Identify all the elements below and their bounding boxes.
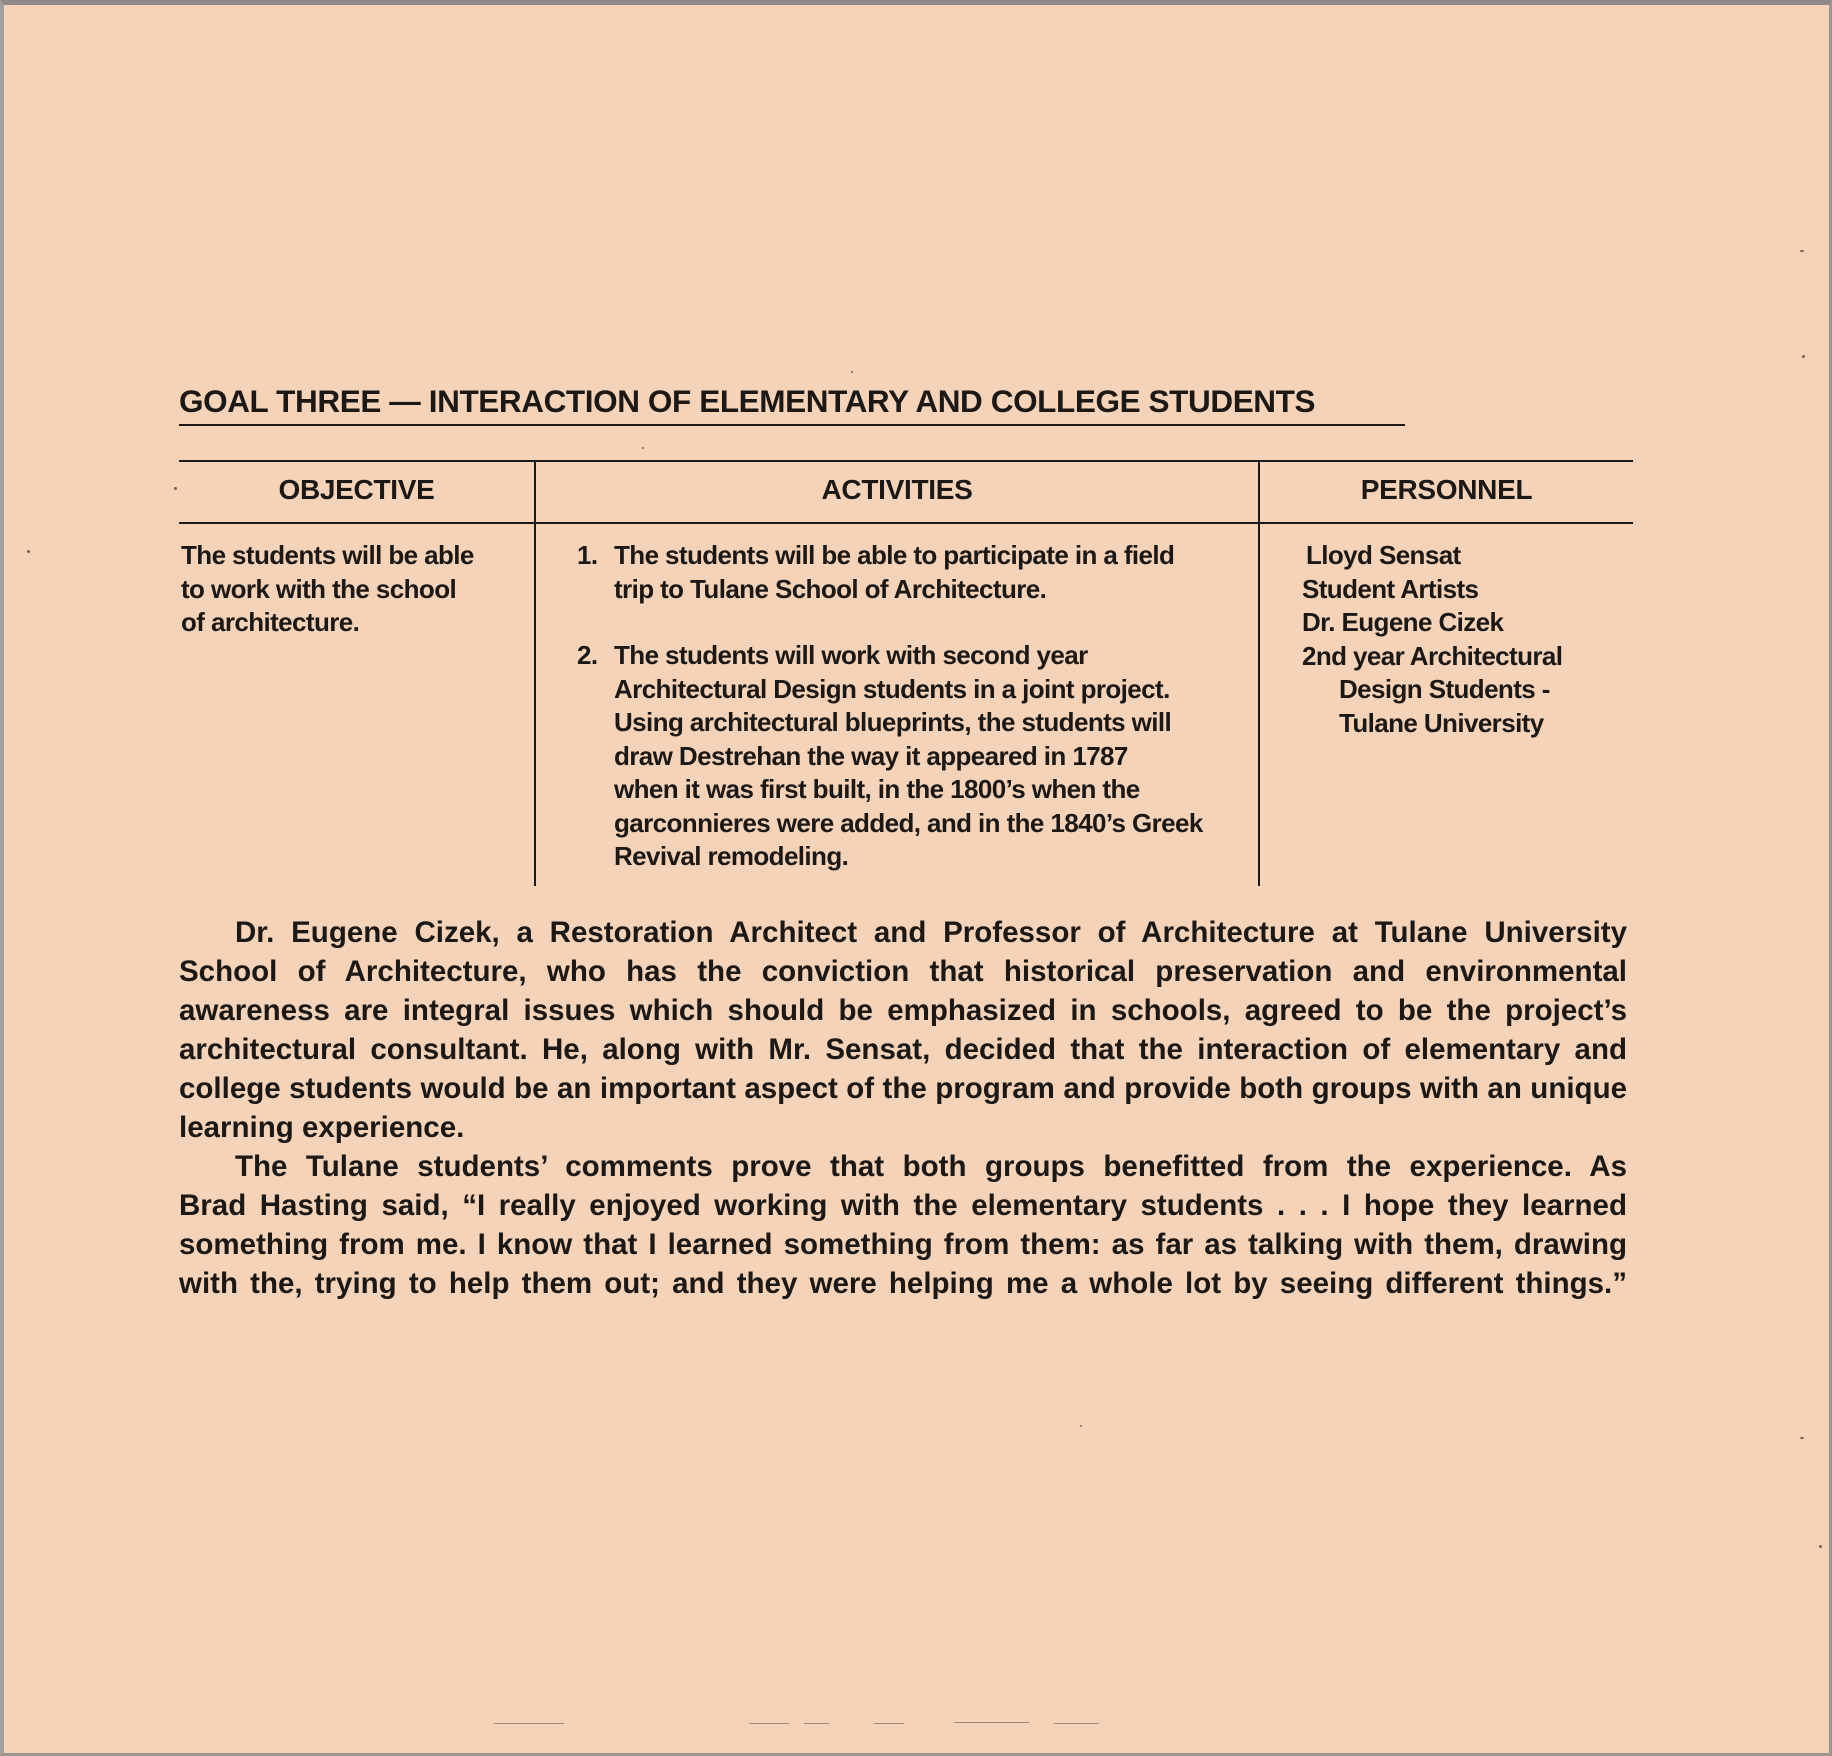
paragraph-line: with the, trying to help them out; and they were helping me a whole lot by seeing different things.” bbox=[179, 1267, 1627, 1300]
activity-line: when it was first built, in the 1800’s when the bbox=[614, 774, 1140, 804]
scan-speck bbox=[1819, 1545, 1822, 1548]
scan-dash bbox=[804, 1723, 829, 1724]
paragraph-line: architectural consultant. He, along with Mr. Sensat, decided that the interaction of elementary and bbox=[179, 1033, 1627, 1066]
activity-line: The students will work with second year bbox=[614, 640, 1088, 670]
goal-title: GOAL THREE — INTERACTION OF ELEMENTARY AND COLLEGE STUDENTS bbox=[179, 383, 1405, 426]
paragraph-line: Dr. Eugene Cizek, a Restoration Architect and Professor of Architecture at Tulane University bbox=[235, 916, 1627, 949]
personnel-line: Lloyd Sensat bbox=[1306, 540, 1461, 570]
objective-line: to work with the school bbox=[181, 573, 457, 604]
paragraph-line: awareness are integral issues which should be emphasized in schools, agreed to be the project’s bbox=[179, 994, 1627, 1027]
objective-line: of architecture. bbox=[181, 607, 360, 637]
column-divider bbox=[534, 462, 536, 886]
objective-cell bbox=[181, 539, 474, 640]
scan-dash bbox=[954, 1722, 1029, 1723]
scan-speck bbox=[27, 550, 30, 553]
paragraph-line: Brad Hasting said, “I really enjoyed working with the elementary students . . . I hope they learned bbox=[179, 1189, 1627, 1222]
personnel-cell bbox=[1302, 539, 1562, 740]
scan-speck bbox=[851, 371, 853, 373]
header-activities: ACTIVITIES bbox=[821, 474, 973, 505]
scan-dash bbox=[1054, 1723, 1099, 1724]
personnel-line: Tulane University bbox=[1339, 707, 1544, 738]
goal-table bbox=[179, 460, 1633, 886]
header-personnel: PERSONNEL bbox=[1360, 474, 1533, 505]
scan-speck bbox=[1080, 1425, 1082, 1427]
activity-number: 2. bbox=[577, 640, 598, 670]
scan-speck bbox=[1802, 355, 1805, 358]
paragraph-line: college students would be an important aspect of the program and provide both groups with an unique bbox=[179, 1072, 1627, 1105]
paragraph-line: learning experience. bbox=[179, 1111, 465, 1144]
scan-dash bbox=[749, 1723, 789, 1724]
scan-speck bbox=[1800, 250, 1804, 252]
activity-line: The students will be able to participate in a field bbox=[614, 540, 1175, 570]
scan-dash bbox=[874, 1723, 904, 1724]
header-objective: OBJECTIVE bbox=[278, 474, 435, 505]
activity-number: 1. bbox=[577, 540, 598, 570]
body-text bbox=[179, 913, 1627, 1303]
scan-speck bbox=[642, 447, 644, 449]
header-rule bbox=[179, 522, 1633, 524]
paragraph-1 bbox=[179, 913, 1627, 1147]
paragraph-line: something from me. I know that I learned something from them: as far as talking with them, drawing bbox=[179, 1228, 1627, 1261]
activity-line: Architectural Design students in a joint project. bbox=[614, 673, 1170, 704]
activity-line: garconnieres were added, and in the 1840’s Greek bbox=[614, 807, 1203, 838]
paragraph-line: The Tulane students’ comments prove that both groups benefitted from the experience. As bbox=[235, 1150, 1627, 1183]
scan-speck bbox=[174, 487, 177, 490]
activity-line: Revival remodeling. bbox=[614, 841, 849, 871]
personnel-line: Student Artists bbox=[1302, 573, 1479, 604]
personnel-line: 2nd year Architectural bbox=[1302, 640, 1563, 671]
paragraph-2 bbox=[179, 1147, 1627, 1303]
scan-speck bbox=[1800, 1437, 1804, 1439]
objective-line: The students will be able bbox=[181, 540, 474, 570]
personnel-line: Dr. Eugene Cizek bbox=[1302, 607, 1504, 637]
activity-line: draw Destrehan the way it appeared in 1787 bbox=[614, 740, 1128, 771]
paragraph-line: School of Architecture, who has the conviction that historical preservation and environmental bbox=[179, 955, 1627, 988]
activity-line: Using architectural blueprints, the students will bbox=[614, 707, 1172, 737]
personnel-line: Design Students - bbox=[1339, 674, 1550, 704]
scan-dash bbox=[494, 1723, 564, 1724]
column-divider bbox=[1258, 462, 1260, 886]
activity-line: trip to Tulane School of Architecture. bbox=[614, 573, 1047, 604]
